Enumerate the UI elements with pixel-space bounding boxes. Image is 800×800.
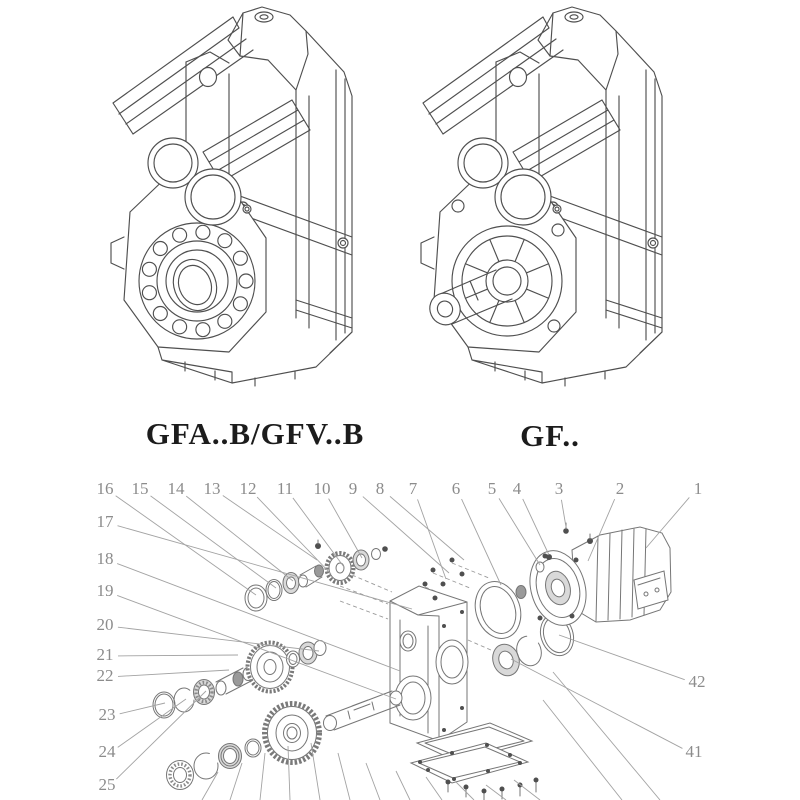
part-number-13: 13	[203, 478, 221, 498]
leader-line-11	[293, 498, 344, 567]
part-number-21: 21	[96, 644, 114, 664]
part-number-11: 11	[276, 478, 294, 498]
leader-line-8	[390, 496, 464, 560]
leader-line-10	[329, 499, 362, 558]
leader-line-22	[118, 670, 229, 676]
leader-line-6	[462, 499, 501, 585]
exploded-input-shaft-assembly	[245, 540, 388, 611]
cutoff-leader-line-9	[456, 782, 474, 800]
part-number-17: 17	[96, 511, 114, 531]
leader-line-3	[561, 500, 566, 527]
leader-line-42	[559, 635, 685, 680]
part-number-19: 19	[96, 580, 114, 600]
leader-line-20	[118, 627, 319, 651]
part-number-2: 2	[615, 478, 625, 498]
leader-line-13	[223, 496, 317, 560]
leader-line-41	[511, 659, 682, 748]
exploded-motor-assembly	[516, 523, 671, 632]
part-number-9: 9	[348, 478, 358, 498]
part-number-6: 6	[451, 478, 461, 498]
part-number-41: 41	[685, 741, 703, 761]
exploded-output-shaft-assembly	[167, 691, 403, 790]
cutoff-leader-line-7	[396, 771, 410, 800]
leader-line-21	[118, 655, 238, 656]
cutoff-leader-line-8	[426, 777, 442, 800]
cutoff-leader-line-5	[338, 753, 350, 800]
exploded-parts-diagram	[97, 479, 706, 800]
part-number-7: 7	[408, 478, 418, 498]
exploded-housing	[390, 558, 468, 742]
part-number-1: 1	[693, 478, 703, 498]
leader-line-1	[646, 497, 689, 548]
model-caption-gf: GF..	[520, 418, 580, 453]
leader-line-15	[151, 496, 276, 588]
cutoff-leader-line-6	[366, 763, 380, 800]
gear-unit-drawing-gf	[421, 7, 662, 386]
gear-unit-drawing-gfab-gfvb	[111, 7, 352, 386]
leader-line-14	[186, 496, 293, 581]
part-number-23: 23	[98, 704, 116, 724]
part-number-12: 12	[239, 478, 257, 498]
part-number-4: 4	[512, 478, 522, 498]
part-number-18: 18	[96, 548, 114, 568]
part-number-14: 14	[167, 478, 185, 498]
part-number-20: 20	[96, 614, 114, 634]
part-number-15: 15	[131, 478, 149, 498]
leader-line-12	[257, 497, 331, 574]
part-number-5: 5	[487, 478, 497, 498]
part-number-22: 22	[96, 665, 114, 685]
cutoff-leader-line-2	[260, 753, 265, 800]
model-caption-gfab-gfvb: GFA..B/GFV..B	[145, 416, 365, 451]
part-number-10: 10	[313, 478, 331, 498]
part-number-8: 8	[375, 478, 385, 498]
part-number-25: 25	[98, 774, 116, 794]
part-number-3: 3	[554, 478, 564, 498]
leader-line-4	[523, 499, 549, 555]
part-number-42: 42	[688, 671, 706, 691]
part-number-24: 24	[98, 741, 116, 761]
leader-line-9	[363, 497, 449, 573]
leader-line-5	[499, 498, 540, 565]
cutoff-leader-line-0	[202, 772, 218, 800]
cutoff-leader-line-12	[543, 700, 622, 800]
part-number-16: 16	[96, 478, 114, 498]
